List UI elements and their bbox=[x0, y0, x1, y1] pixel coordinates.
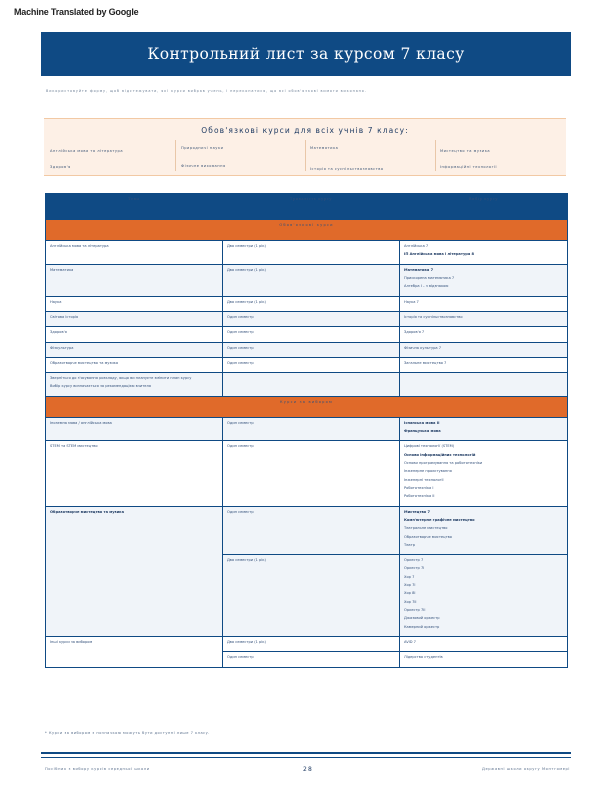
duration-header: Тривалість курсу bbox=[223, 194, 400, 220]
required-item: Інформаційні технології bbox=[440, 165, 498, 169]
divider bbox=[175, 140, 176, 171]
topic-cell bbox=[46, 342, 223, 357]
divider bbox=[435, 140, 436, 171]
required-item: Здоров'я bbox=[50, 165, 71, 169]
cell-text: Наука 7 bbox=[404, 299, 419, 304]
cell-text: Здоров'я 7 bbox=[404, 330, 425, 335]
cell-text: Основи програмування та робототехніки bbox=[404, 461, 483, 465]
cell-text: Оркестр 7 bbox=[404, 558, 424, 563]
duration-cell bbox=[223, 296, 400, 311]
cell-text: Один семестр bbox=[227, 330, 254, 335]
table-row bbox=[46, 373, 568, 397]
page-number: 28 bbox=[302, 766, 314, 773]
footnote: * Курси за вибором з позначкою можуть бути доступні лише 7 класу. bbox=[45, 731, 210, 735]
table-row bbox=[46, 296, 568, 311]
topic-cell bbox=[46, 506, 223, 636]
choice-cell bbox=[400, 373, 568, 397]
footer-left: Посібник з вибору курсів середньої школи bbox=[45, 767, 150, 771]
cell-text: Іспанська мова ІІ bbox=[404, 420, 440, 425]
cell-text: Хор 7ІІ bbox=[404, 599, 417, 604]
cell-text: Образотворче мистецтво та музика bbox=[50, 360, 119, 365]
cell-text: Історія та суспільствознавство bbox=[404, 314, 463, 319]
choice-cell bbox=[400, 417, 568, 441]
topic-cell bbox=[46, 264, 223, 296]
cell-text: Англійська 7 bbox=[404, 244, 429, 248]
course-table bbox=[45, 193, 568, 668]
choice-cell bbox=[400, 652, 568, 667]
choice-cell bbox=[400, 264, 568, 296]
cell-text: Хор 8І bbox=[404, 591, 416, 596]
cell-text: Інженерне проєктування bbox=[404, 469, 452, 474]
cell-text: Інженерні технології bbox=[404, 477, 444, 482]
topic-cell bbox=[46, 636, 223, 667]
duration-cell bbox=[223, 506, 400, 555]
topic-cell bbox=[46, 441, 223, 506]
table-row bbox=[46, 264, 568, 296]
table-row bbox=[46, 311, 568, 326]
required-section-header: Обов'язкові курси bbox=[46, 220, 568, 241]
cell-text: Один семестр bbox=[227, 420, 254, 425]
cell-text: Оркестр 7ІІ bbox=[404, 608, 426, 612]
cell-text: Джазовий оркестр bbox=[404, 616, 440, 621]
cell-text: Оркестр 7І bbox=[404, 566, 425, 571]
required-item: Математика bbox=[310, 146, 339, 150]
table-row bbox=[46, 327, 568, 342]
cell-text: Один семестр bbox=[227, 509, 254, 514]
cell-text: Фізкультура bbox=[50, 345, 74, 350]
cell-text: Образотворче мистецтво та музика bbox=[50, 509, 125, 514]
topic-header: Тема bbox=[46, 194, 223, 220]
cell-text: Англійська мова та література bbox=[50, 244, 109, 248]
cell-text: Алгебра І – з відзнакою bbox=[404, 284, 449, 289]
choice-cell bbox=[400, 241, 568, 265]
elective-section-header: Курси за вибором bbox=[46, 396, 568, 417]
topic-cell bbox=[46, 241, 223, 265]
cell-text: Один семестр bbox=[227, 444, 254, 449]
table-row bbox=[46, 342, 568, 357]
required-item: Природничі науки bbox=[181, 146, 224, 150]
choice-cell bbox=[400, 327, 568, 342]
cell-text: Здоров'я bbox=[50, 330, 67, 335]
cell-text: Один семестр bbox=[227, 360, 254, 365]
required-item: Історія та суспільствознавство bbox=[310, 167, 384, 171]
cell-text: Образотворче мистецтво bbox=[404, 534, 452, 539]
choice-cell bbox=[400, 296, 568, 311]
duration-cell bbox=[223, 342, 400, 357]
cell-text: Один семестр bbox=[227, 655, 254, 660]
table-row bbox=[46, 636, 568, 651]
duration-cell bbox=[223, 327, 400, 342]
choice-cell bbox=[400, 555, 568, 637]
cell-text: Вибір курсу визначається за рекомендацією вчителя bbox=[50, 384, 151, 389]
cell-text: Театр bbox=[404, 542, 415, 547]
footer-right: Державні школи округу Монтгомері bbox=[482, 767, 570, 771]
duration-cell bbox=[223, 441, 400, 506]
machine-translated-label: Machine Translated by Google bbox=[14, 7, 139, 17]
divider bbox=[305, 140, 306, 171]
cell-text: Фізична культура 7 bbox=[404, 345, 442, 350]
cell-text: AVID 7 bbox=[404, 639, 416, 644]
table-row bbox=[46, 417, 568, 441]
cell-text: ІП Англійська мова і література 8 bbox=[404, 252, 475, 257]
cell-text: Театральне мистецтво bbox=[404, 526, 448, 531]
choice-header: Вибір курсу bbox=[400, 194, 568, 220]
cell-text: Загальне мистецтво 7 bbox=[404, 360, 447, 365]
cell-text: Математика bbox=[50, 267, 74, 272]
cell-text: Два семестри (1 рік) bbox=[227, 558, 266, 563]
table-row bbox=[46, 241, 568, 265]
cell-text: Два семестри (1 рік) bbox=[227, 299, 266, 304]
cell-text: Один семестр bbox=[227, 345, 254, 350]
cell-text: Хор 7 bbox=[404, 574, 415, 579]
duration-cell bbox=[223, 357, 400, 372]
duration-cell bbox=[223, 652, 400, 667]
cell-text: Наука bbox=[50, 299, 62, 304]
table-row bbox=[46, 357, 568, 372]
page-title: Контрольний лист за курсом 7 класу bbox=[41, 32, 571, 76]
topic-cell bbox=[46, 311, 223, 326]
cell-text: Два семестри (1 рік) bbox=[227, 267, 266, 272]
duration-cell bbox=[223, 636, 400, 651]
choice-cell bbox=[400, 311, 568, 326]
required-courses-box bbox=[44, 118, 566, 176]
topic-cell bbox=[46, 327, 223, 342]
cell-text: Робототехніка І bbox=[404, 485, 434, 490]
choice-cell bbox=[400, 342, 568, 357]
duration-cell bbox=[223, 241, 400, 265]
topic-cell bbox=[46, 417, 223, 441]
cell-text: Комп'ютерне графічне мистецтво bbox=[404, 517, 475, 522]
table-row bbox=[46, 441, 568, 506]
cell-text: STEM та STEM мистецтво bbox=[50, 444, 98, 449]
cell-text: Математика 7 bbox=[404, 267, 434, 272]
cell-text: Цифрові технології (STEM) bbox=[404, 444, 455, 449]
duration-cell bbox=[223, 417, 400, 441]
duration-cell bbox=[223, 555, 400, 637]
choice-cell bbox=[400, 357, 568, 372]
choice-cell bbox=[400, 441, 568, 506]
required-item: Англійська мова та література bbox=[50, 149, 124, 153]
required-item: Мистецтво та музика bbox=[440, 149, 491, 153]
cell-text: Два семестри (1 рік) bbox=[227, 244, 266, 248]
intro-text: Використовуйте форму, щоб відстежувати, які курси вибрав учень, і переконатися, що всі обов'язкові вимоги виконано. bbox=[46, 89, 367, 93]
note-cell bbox=[46, 373, 223, 397]
choice-cell bbox=[400, 636, 568, 651]
required-courses-title: Обов'язкові курси для всіх учнів 7 класу: bbox=[201, 126, 409, 135]
cell-text: Інші курси за вибором bbox=[50, 639, 93, 644]
required-item: Фізичне виховання bbox=[181, 164, 226, 168]
duration-cell bbox=[223, 264, 400, 296]
cell-text: Камерний оркестр bbox=[404, 624, 440, 629]
cell-text: Два семестри (1 рік) bbox=[227, 639, 266, 644]
duration-cell bbox=[223, 373, 400, 397]
choice-cell bbox=[400, 506, 568, 555]
cell-text: Прискорена математика 7 bbox=[404, 275, 455, 280]
cell-text: Французька мова bbox=[404, 429, 441, 434]
footer-rule bbox=[41, 752, 571, 754]
table-row bbox=[46, 506, 568, 555]
cell-text: Зверніться до з'ясування розкладу, якщо ви плануєте змінити план курсу bbox=[50, 376, 192, 381]
cell-text: Лідерство студентів bbox=[404, 655, 443, 660]
cell-text: Мистецтво 7 bbox=[404, 509, 430, 514]
topic-cell bbox=[46, 296, 223, 311]
footer-rule bbox=[41, 757, 571, 758]
cell-text: Світова історія bbox=[50, 314, 79, 319]
cell-text: Основи інформаційних технологій bbox=[404, 452, 476, 457]
duration-cell bbox=[223, 311, 400, 326]
cell-text: Хор 7І bbox=[404, 583, 416, 588]
cell-text: Робототехніка ІІ bbox=[404, 494, 435, 499]
topic-cell bbox=[46, 357, 223, 372]
cell-text: Один семестр bbox=[227, 314, 254, 319]
cell-text: Іноземна мова / англійська мова bbox=[50, 420, 112, 425]
